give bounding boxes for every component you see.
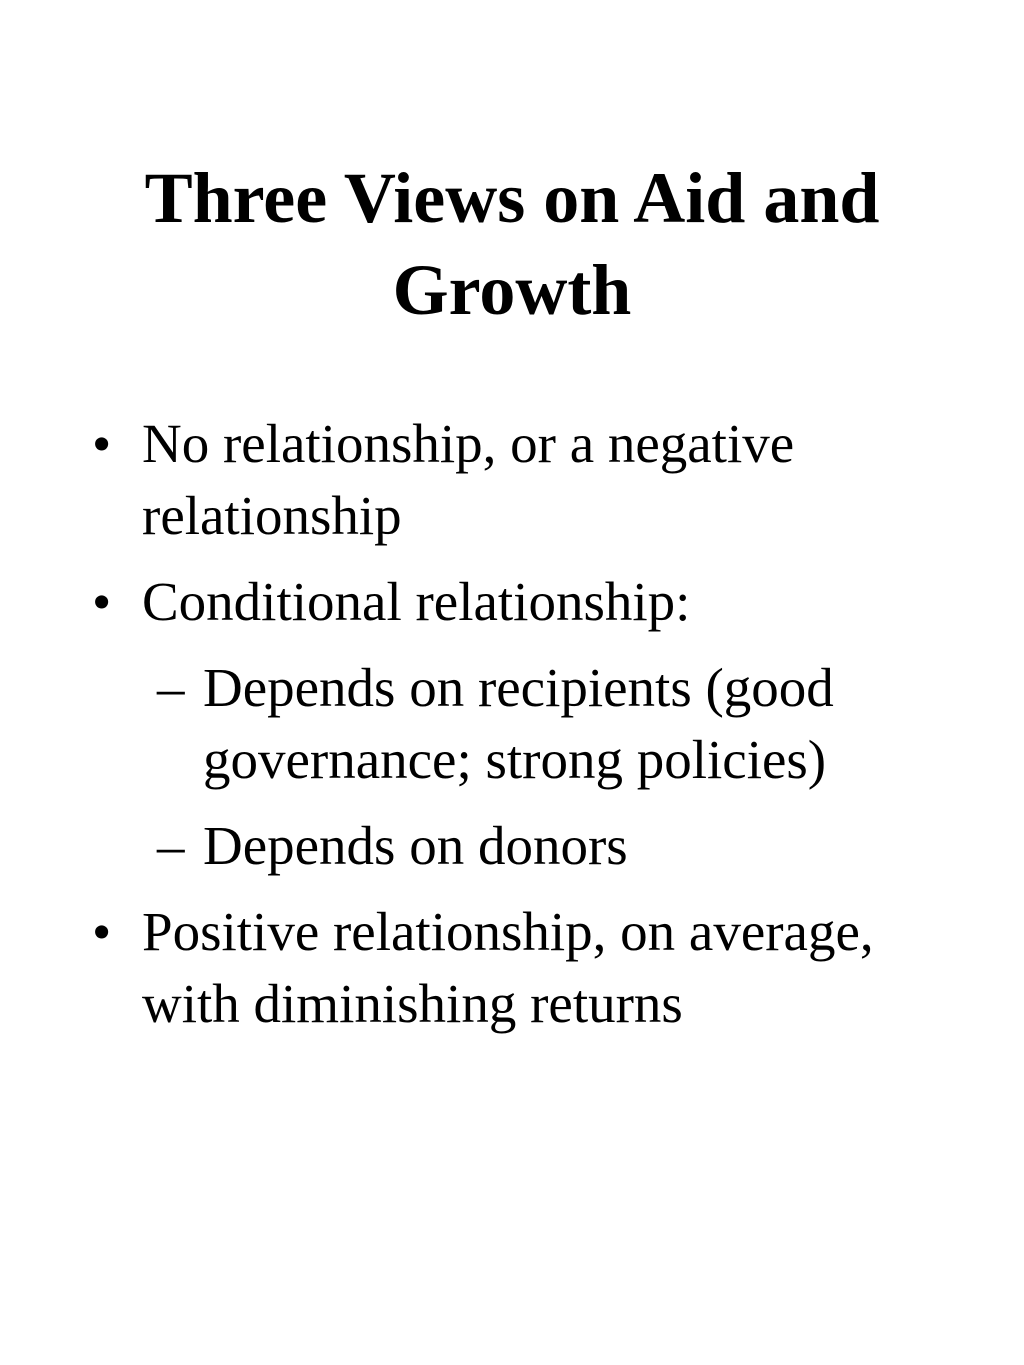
bullet-list [0,408,1024,1054]
slide-title: Three Views on Aid and Growth [144,158,880,330]
bullet-text: Conditional relationship: [142,571,691,632]
sub-bullet-text: Depends on donors [203,815,628,876]
bullet-marker: • [92,901,112,962]
bullet-item [0,566,942,638]
bullet-item [0,896,942,1040]
sub-bullet-text: Depends on recipients (good governance; strong policies) [203,657,834,790]
sub-bullet-item [0,652,923,796]
bullet-text: No relationship, or a negative relationship [142,413,795,546]
bullet-marker: • [92,413,112,474]
sub-bullet-item [0,810,923,882]
bullet-marker: • [92,571,112,632]
bullet-text: Positive relationship, on average, with diminishing returns [142,901,874,1034]
dash-marker: – [157,657,185,718]
bullet-item [0,408,942,552]
dash-marker: – [157,815,185,876]
